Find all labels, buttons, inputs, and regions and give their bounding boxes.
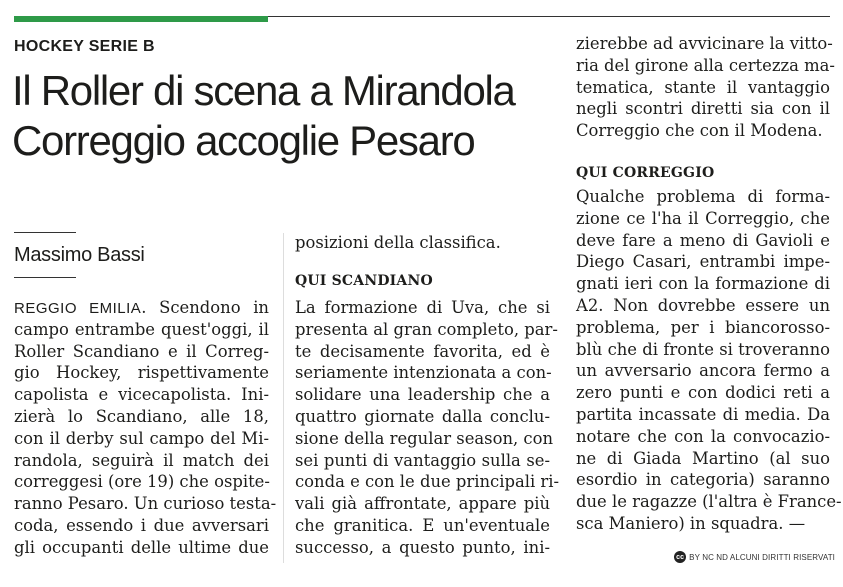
text-line: blù che di fronte si troveranno (576, 339, 830, 359)
text-line: solidare una leadership che a (295, 385, 550, 405)
text-line: Diego Casari, entrambi impe- (576, 252, 830, 272)
headline-line: Il Roller di scena a Mirandola (12, 67, 515, 114)
text-line: te decisamente favorita, ed è (295, 341, 550, 361)
text-line: deve fare a meno di Gavioli e (576, 230, 830, 250)
creative-commons-icon: cc (674, 551, 686, 563)
text-line: La formazione di Uva, che si (295, 298, 550, 317)
text-line: posizioni della classifica. (295, 233, 501, 252)
text-line: presenta al gran completo, par- (295, 319, 558, 339)
text-line: correggesi (ore 19) che ospite- (14, 472, 270, 492)
license-notice (674, 551, 835, 563)
text-line: zione ce l'ha il Correggio, che (576, 208, 830, 228)
text-line: un avversario ancora fermo a (576, 361, 830, 381)
text-line: successo, a questo punto, ini- (295, 537, 550, 557)
text-line: campo entrambe quest'oggi, il (14, 319, 269, 339)
text-line: che granitica. E un'eventuale (295, 515, 550, 535)
article-column-2 (295, 297, 560, 559)
kicker: HOCKEY SERIE B (14, 38, 155, 55)
text-line: conda e con le due principali ri- (295, 472, 560, 492)
text-line: con il derby sul campo del Mi- (14, 428, 269, 448)
text-line: coda, essendo i due avversari (14, 515, 269, 535)
text-line: A2. Non dovrebbe essere un (576, 295, 830, 315)
article-column-1 (14, 297, 277, 559)
text-line: sca Maniero) in squadra. — (576, 514, 806, 533)
text-line: seriamente intenzionata a con- (295, 363, 552, 383)
top-rule (268, 16, 830, 17)
article-column-3 (576, 186, 842, 513)
author-byline: Massimo Bassi (14, 244, 145, 266)
text-line: zierà lo Scandiano, alle 18, (14, 406, 269, 426)
text-line: zierebbe ad avvicinare la vitto- (576, 34, 833, 53)
text-line: partita incassate di media. Da (576, 404, 830, 424)
text-line: sei punti di vantaggio sulla se- (295, 450, 550, 470)
text-line: vali già affrontate, appare più (295, 494, 550, 514)
text-line: gnati ieri con la formazione di (576, 274, 830, 294)
text-line: sione della regular season, con (295, 428, 554, 448)
text-line: Roller Scandiano e il Correg- (14, 341, 269, 361)
text-line: capolista e vicecapolista. Ini- (14, 385, 269, 405)
subhead-scandiano: QUI SCANDIANO (295, 273, 433, 289)
column-gutter (283, 233, 284, 563)
text-line: negli scontri diretti sia con il (576, 99, 830, 119)
text-line: problema, per i biancorosso- (576, 317, 830, 337)
text-line: esordio in categoria) saranno (576, 470, 830, 490)
text-line: zero punti e con dodici reti a (576, 383, 830, 403)
author-rule-bottom (14, 277, 76, 278)
subhead-correggio: QUI CORREGGIO (576, 165, 715, 181)
text-line: Qualche problema di forma- (576, 187, 830, 206)
text-line: ranno Pesaro. Un curioso testa- (14, 494, 277, 514)
text-line: REGGIO EMILIA. Scendono in (14, 298, 269, 317)
headline (12, 66, 572, 166)
headline-line: Correggio accoglie Pesaro (12, 117, 475, 164)
text-line: tematica, stante il vantaggio (576, 77, 830, 97)
text-line: randola, seguirà il match dei (14, 450, 269, 470)
text-line: gli occupanti delle ultime due (14, 537, 269, 557)
text-line: notare che con la convocazio- (576, 426, 830, 446)
text-line: Correggio che con il Modena. (576, 121, 823, 140)
text-line: due le ragazze (l'altra è France- (576, 492, 842, 512)
section-color-bar (14, 16, 268, 22)
article-column-3-end (576, 513, 830, 535)
text-line: gio Hockey, rispettivamente (14, 363, 269, 383)
text-line: ne di Giada Martino (al suo (576, 448, 830, 468)
article-column-2-top (295, 232, 550, 254)
article-column-3-top (576, 33, 835, 120)
text-line: ria del girone alla certezza ma- (576, 55, 835, 75)
text-line: quattro giornate dalla conclu- (295, 406, 550, 426)
author-rule-top (14, 232, 76, 233)
license-text: BY NC ND ALCUNI DIRITTI RISERVATI (689, 552, 835, 562)
article-column-3-top-end (576, 120, 830, 142)
dateline: REGGIO EMILIA (14, 300, 142, 317)
